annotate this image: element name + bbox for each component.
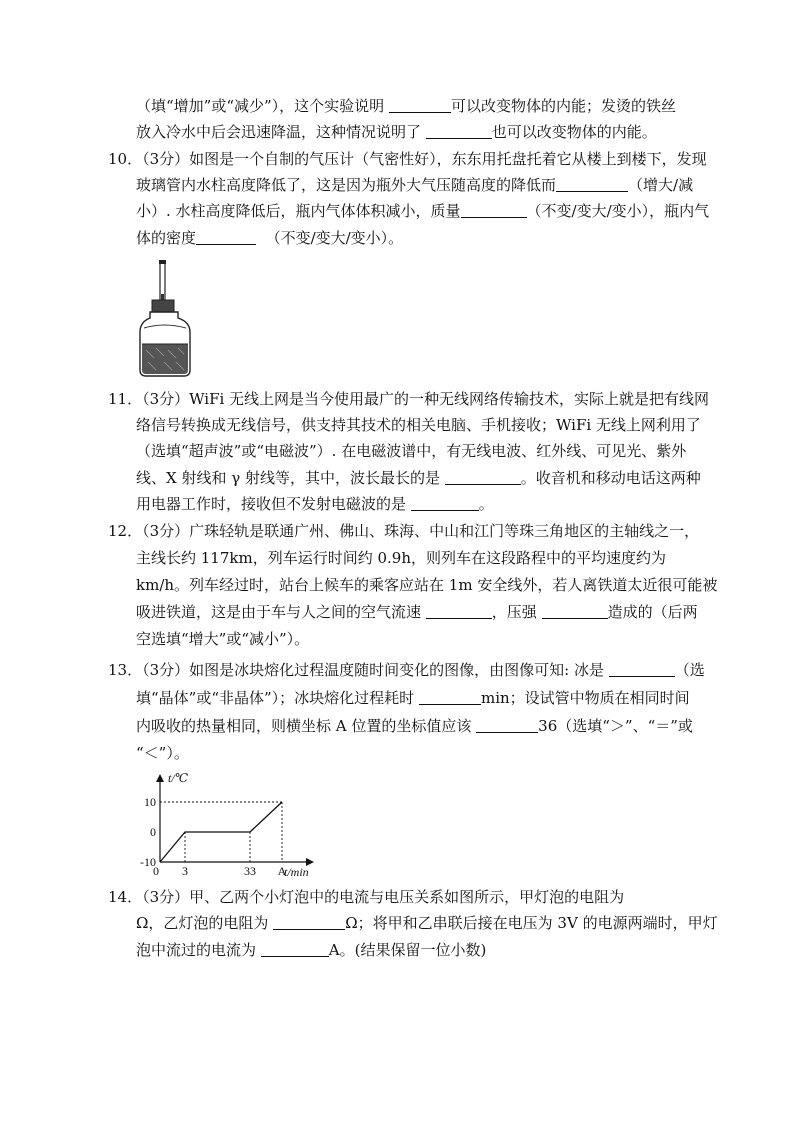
q13-text: 内吸收的热量相同，则横坐标 A 位置的坐标值应该 [136, 717, 472, 735]
answer-blank[interactable] [273, 914, 345, 930]
q9-line-2 [136, 122, 657, 142]
q11-text: 。 [478, 495, 494, 513]
q10-text: （增大/减 [628, 176, 694, 194]
answer-blank[interactable] [196, 229, 256, 245]
answer-blank[interactable] [411, 495, 479, 511]
q13-text: 填“晶体”或“非晶体”）；冰块熔化过程耗时 [136, 689, 415, 707]
q10-line-2 [136, 175, 693, 195]
q11-line-4 [136, 468, 701, 488]
q11-line-2: 络信号转换成无线信号，供支持其技术的相关电脑、手机接收；WiFi 无线上网利用了 [136, 416, 701, 434]
x-tick-label: A [277, 864, 287, 878]
answer-blank[interactable] [476, 717, 538, 733]
q9-text: （填“增加”或“减少”），这个实验说明 [136, 97, 385, 115]
q13-line-1 [108, 660, 705, 680]
y-tick-label: -10 [140, 855, 156, 869]
q12-line-1: 12．（3分）广珠轻轨是联通广州、佛山、珠海、中山和江门等珠三角地区的主轴线之一， [108, 522, 700, 540]
x-axis-label: t/min [284, 865, 309, 879]
answer-blank[interactable] [461, 202, 527, 218]
q14-line-1: 14．（3分）甲、乙两个小灯泡中的电流与电压关系如图所示，甲灯泡的电阻为 [108, 888, 625, 906]
q10-text: （不变/变大/变小）。 [265, 229, 404, 247]
q12-text: 吸进铁道，这是由于车与人之间的空气流速 [136, 603, 422, 621]
q12-text: ，压强 [491, 603, 537, 621]
q13-line-4: “＜”）。 [136, 744, 189, 762]
y-tick-label: 0 [150, 825, 156, 839]
q14-line-3 [136, 940, 486, 960]
q12-line-2: 主线长约 117km，列车运行时间约 0.9h，则列车在这段路程中的平均速度约为 [136, 549, 666, 567]
answer-blank[interactable] [542, 603, 608, 619]
q10-text: 体的密度 [136, 229, 197, 247]
q14-text: 泡中流过的电流为 [136, 941, 257, 959]
q11-text: 线、X 射线和 γ 射线等，其中，波长最长的是 [136, 469, 440, 487]
q11-text: 用电器工作时，接收但不发射电磁波的是 [136, 495, 407, 513]
y-axis-label: t/℃ [168, 771, 189, 785]
x-tick-label: 0 [153, 864, 159, 878]
q10-line-3 [136, 201, 709, 221]
q10-line-1: 10．（3分）如图是一个自制的气压计（气密性好），东东用托盘托着它从楼上到楼下，发现 [108, 150, 707, 168]
q13-text: 13．（3分）如图是冰块熔化过程温度随时间变化的图像，由图像可知: 冰是 [108, 661, 604, 679]
q13-line-3 [136, 716, 693, 736]
answer-blank[interactable] [426, 603, 492, 619]
q13-line-2 [136, 688, 690, 708]
q10-text: 玻璃管内水柱高度降低了，这是因为瓶外大气压随高度的降低而 [136, 176, 557, 194]
temperature-line [160, 802, 282, 862]
y-axis-arrow-icon [156, 774, 164, 782]
q14-text: Ω；将甲和乙串联后接在电压为 3V 的电源两端时，甲灯 [345, 914, 718, 932]
answer-blank[interactable] [445, 469, 521, 485]
q14-text: Ω，乙灯泡的电阻为 [136, 914, 269, 932]
q9-text: 可以改变物体的内能；发烫的铁丝 [450, 97, 676, 115]
q13-text: min；设试管中物质在相同时间 [480, 689, 690, 707]
q12-line-4 [136, 602, 698, 622]
q12-text: 造成的（后两 [607, 603, 698, 621]
q9-text: 也可以改变物体的内能。 [491, 123, 657, 141]
q14-line-2 [136, 913, 718, 933]
q12-line-3: km/h。列车经过时，站台上候车的乘客应站在 1m 安全线外，若人离铁道太近很可能被 [136, 576, 718, 594]
chart-plot-area [140, 771, 314, 879]
answer-blank[interactable] [261, 941, 329, 957]
q12-line-5: 空选填“增大”或“减小”）。 [136, 630, 310, 648]
q11-line-5 [136, 494, 494, 514]
ice-melting-chart [140, 770, 330, 880]
answer-blank[interactable] [426, 123, 492, 139]
q9-line-1 [136, 96, 676, 116]
x-tick-label: 33 [244, 864, 256, 878]
answer-blank[interactable] [556, 176, 628, 192]
answer-blank[interactable] [609, 661, 675, 677]
x-tick-label: 3 [182, 864, 188, 878]
y-tick-label: 10 [144, 795, 156, 809]
q10-text: （不变/变大/变小），瓶内气 [526, 202, 710, 220]
q13-text: （选 [674, 661, 705, 679]
q11-text: 。收音机和移动电话这两种 [520, 469, 701, 487]
q14-text: A。(结果保留一位小数) [328, 941, 487, 959]
q10-line-4 [136, 228, 403, 248]
q11-line-1: 11．（3分）WiFi 无线上网是当今使用最广的一种无线网络传输技术，实际上就是把有线网 [108, 390, 710, 408]
answer-blank[interactable] [389, 97, 451, 113]
q9-text: 放入冷水中后会迅速降温，这种情况说明了 [136, 123, 422, 141]
q11-line-3: （选填“超声波”或“电磁波”）. 在电磁波谱中，有无线电波、红外线、可见光、紫外 [136, 442, 687, 460]
q10-text: 小）. 水柱高度降低后，瓶内气体体积减小，质量 [136, 202, 461, 220]
barometer-figure [134, 258, 196, 380]
q13-text: 36（选填“＞”、“＝”或 [538, 717, 693, 735]
answer-blank[interactable] [419, 689, 481, 705]
